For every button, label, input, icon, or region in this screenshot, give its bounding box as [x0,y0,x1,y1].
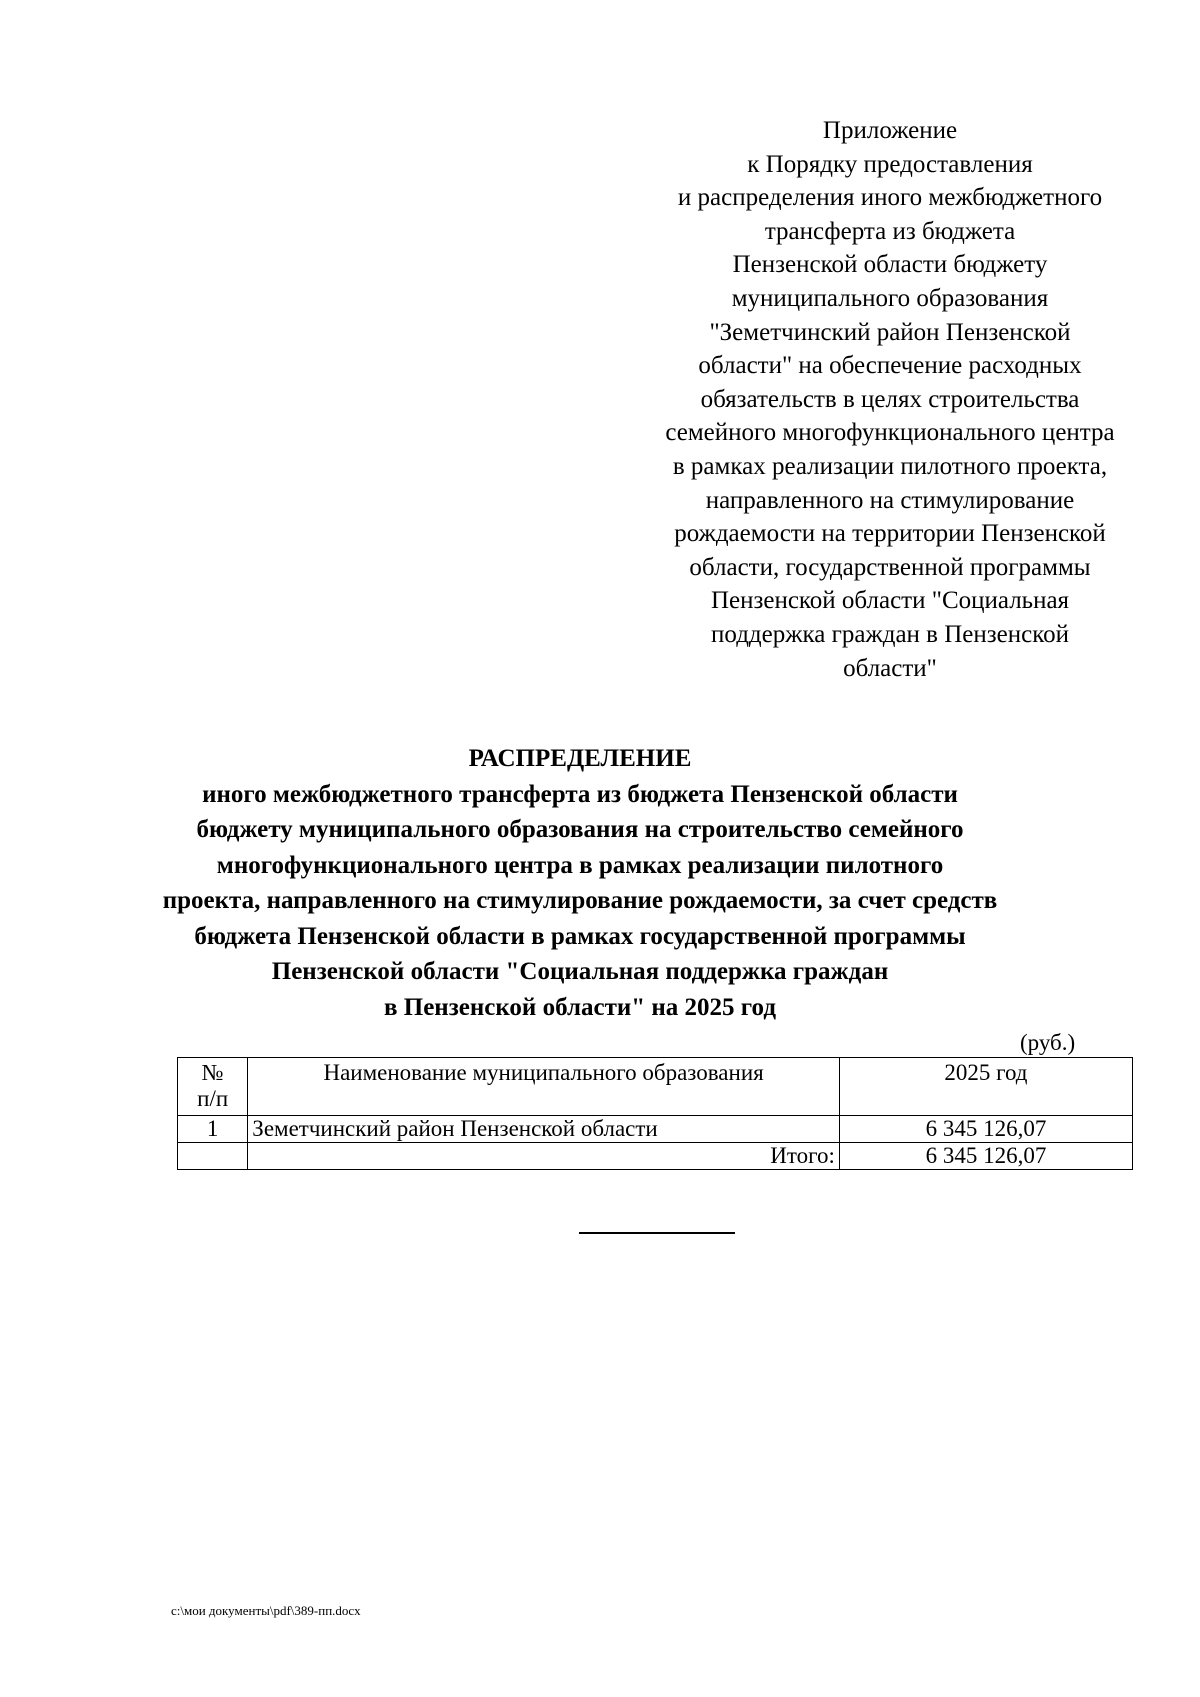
appendix-line: Пензенской области бюджету [732,251,1048,279]
appendix-line: области, государственной программы [689,553,1091,581]
title-line: многофункционального центра в рамках реализации пилотного [216,851,944,879]
end-separator-line [579,1232,735,1234]
title-line: Пензенской области "Социальная поддержка граждан [271,958,889,985]
title-line: иного межбюджетного трансферта из бюджета Пензенской области [202,780,958,808]
appendix-line: в рамках реализации пилотного проекта, [672,452,1108,480]
appendix-line: Приложение [822,117,958,144]
row-num-cell: 1 [178,1116,248,1143]
header-year-cell: 2025 год [839,1058,1132,1116]
appendix-line: "Земетчинский район Пензенской [709,318,1071,346]
title-heading: РАСПРЕДЕЛЕНИЕ [468,745,692,772]
appendix-line: поддержка граждан в Пензенской [711,620,1069,648]
appendix-line: трансферта из бюджета [764,217,1016,245]
table-row [178,1116,1133,1143]
appendix-header [620,114,1160,685]
appendix-line: области" на обеспечение расходных [698,352,1082,380]
distribution-table [177,1057,1133,1170]
document-title [160,741,1000,1025]
table-total-row [178,1143,1133,1170]
unit-label: (руб.) [1020,1030,1076,1055]
appendix-line: к Порядку предоставления [747,150,1033,178]
appendix-line: и распределения иного межбюджетного [677,184,1103,212]
footer-file-path: c:\мои документы\pdf\389-пп.docx [171,1603,361,1618]
total-num-cell [178,1143,248,1170]
header-num-symbol: № [201,1060,224,1085]
title-line: в Пензенской области" на 2025 год [384,993,776,1021]
header-num-cell [178,1058,248,1116]
row-name-cell: Земетчинский район Пензенской области [248,1116,840,1143]
appendix-line: направленного на стимулирование [705,486,1075,514]
appendix-line: Пензенской области "Социальная [710,587,1070,615]
title-line: бюджета Пензенской области в рамках государственной программы [194,922,966,950]
header-name-cell: Наименование муниципального образования [248,1058,840,1116]
appendix-line: области" [843,654,937,682]
appendix-line: рождаемости на территории Пензенской [674,520,1106,548]
total-value-cell: 6 345 126,07 [839,1143,1132,1170]
appendix-line: семейного многофункционального центра [665,419,1115,447]
total-label-cell: Итого: [248,1143,840,1170]
row-value-cell: 6 345 126,07 [839,1116,1132,1143]
appendix-line: обязательств в целях строительства [700,385,1080,413]
title-line: бюджету муниципального образования на строительство семейного [196,816,964,843]
header-num-abbr: п/п [197,1086,229,1111]
table-header-row [178,1058,1133,1116]
title-line: проекта, направленного на стимулирование рождаемости, за счет средств [162,887,998,914]
appendix-line: муниципального образования [731,284,1049,312]
